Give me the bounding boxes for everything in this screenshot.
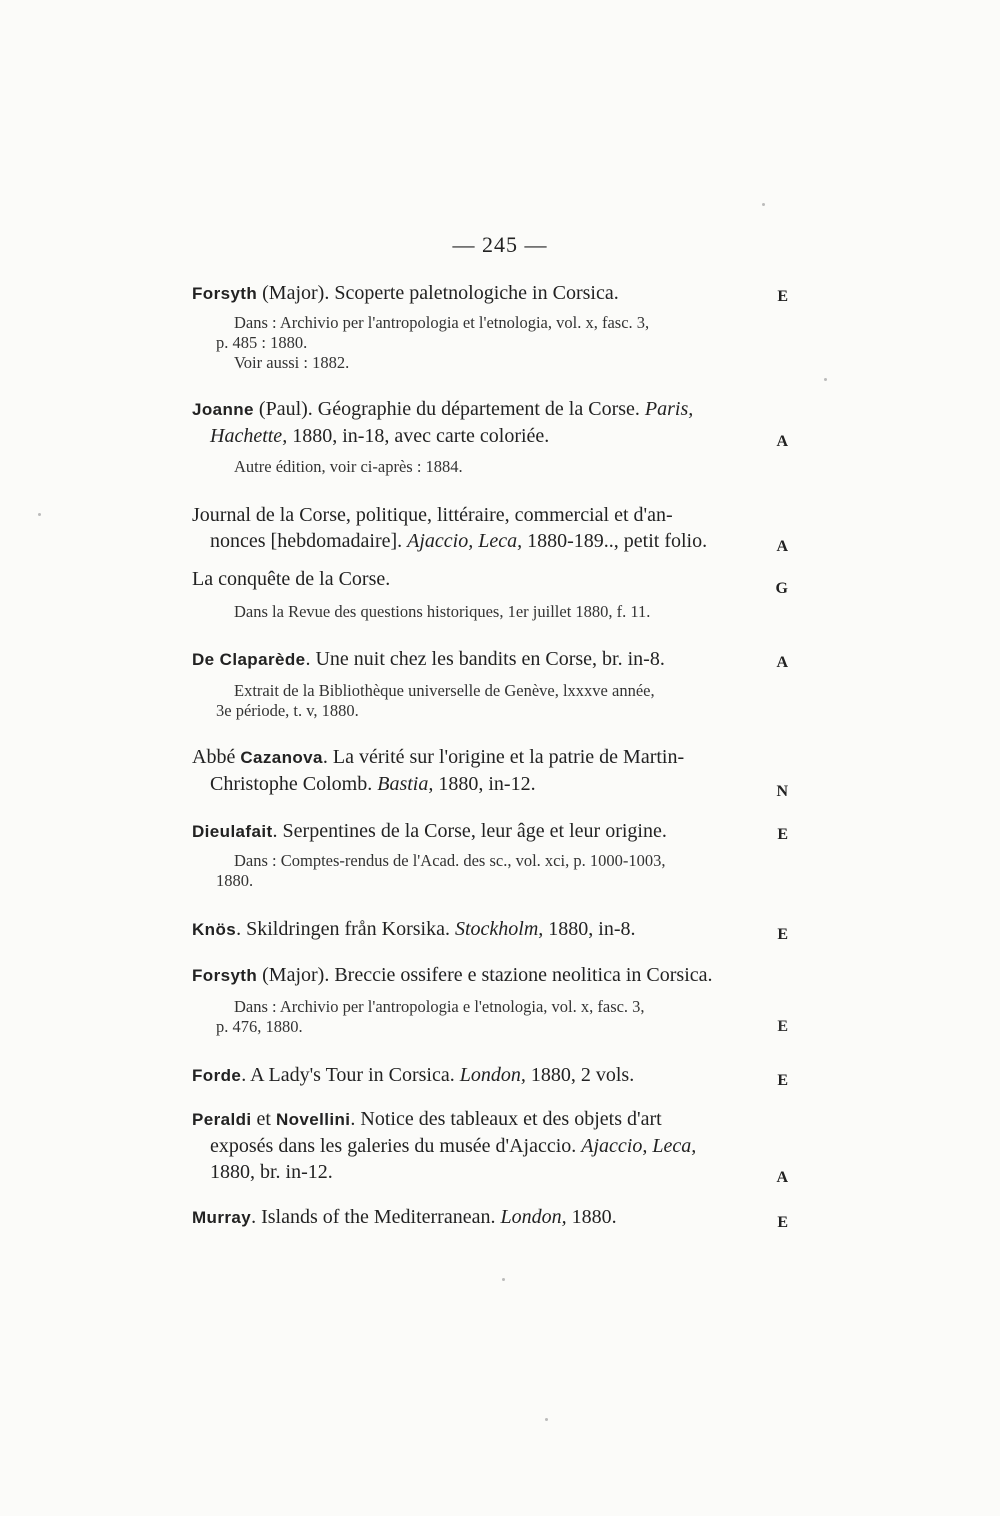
entry-note: p. 476, 1880. bbox=[216, 1017, 303, 1036]
entry-author: Novellini bbox=[275, 1110, 351, 1129]
page-number: — 245 — bbox=[452, 232, 548, 257]
entry-note: p. 485 : 1880. bbox=[216, 333, 308, 352]
entry-author: Murray bbox=[192, 1208, 252, 1227]
paper-speck bbox=[762, 203, 765, 206]
library-mark: A bbox=[776, 654, 788, 671]
entry-note: Dans : Archivio per l'antropologia e l'etnologia, vol. x, fasc. 3, bbox=[234, 997, 645, 1016]
paper-speck bbox=[38, 513, 41, 516]
paper-speck bbox=[545, 1418, 548, 1421]
library-mark: E bbox=[777, 826, 788, 843]
entry-note: Dans : Archivio per l'antropologia et l'etnologia, vol. x, fasc. 3, bbox=[234, 313, 650, 332]
bibliography-entry: Joanne (Paul). Géographie du département de la Corse. Paris, Hachette, 1880, in-18, avec carte coloriée. A Autre édition, voir ci-après : 1884. bbox=[192, 398, 788, 476]
library-mark: E bbox=[777, 926, 788, 943]
entry-author: Forde bbox=[192, 1066, 242, 1085]
entry-note: Dans la Revue des questions historiques, 1er juillet 1880, f. 11. bbox=[234, 602, 651, 621]
paper-speck bbox=[824, 378, 827, 381]
library-mark: E bbox=[777, 1214, 788, 1231]
entry-author: Forsyth bbox=[192, 284, 258, 303]
bibliography-entry: Forde. A Lady's Tour in Corsica. London, 1880, 2 vols. E bbox=[192, 1062, 788, 1089]
entry-note: Voir aussi : 1882. bbox=[234, 353, 350, 372]
bibliography-entry: Peraldi et Novellini. Notice des tableaux et des objets d'art exposés dans les galeries du musée d'Ajaccio. Ajaccio, Leca, 1880, br. in-12. A bbox=[192, 1106, 788, 1185]
bibliography-entry: Forsyth (Major). Breccie ossifere e stazione neolitica in Corsica. Dans : Archivio per l'antropologia e l'etnologia, vol. x, fasc. 3, p. 476, 1880. E bbox=[192, 964, 788, 1036]
library-mark: N bbox=[776, 783, 788, 800]
entry-note: Autre édition, voir ci-après : 1884. bbox=[234, 457, 463, 476]
entry-note: Dans : Comptes-rendus de l'Acad. des sc., vol. xci, p. 1000-1003, bbox=[234, 851, 666, 870]
library-mark: A bbox=[776, 433, 788, 450]
bibliography-entry: De Claparède. Une nuit chez les bandits en Corse, br. in-8. A Extrait de la Bibliothèque universelle de Genève, lxxxve année, 3e période, t. v, 1880. bbox=[192, 648, 788, 720]
entry-author: Peraldi bbox=[192, 1110, 252, 1129]
library-mark: E bbox=[777, 1072, 788, 1089]
library-mark: E bbox=[777, 1018, 788, 1035]
bibliography-entry: Journal de la Corse, politique, littéraire, commercial et d'an- nonces [hebdomadaire]. Ajaccio, Leca, 1880-189.., petit folio. A bbox=[192, 502, 788, 554]
bibliography-entry: La conquête de la Corse. G Dans la Revue des questions historiques, 1er juillet 1880, f. 11. bbox=[192, 568, 788, 621]
entry-author: Joanne bbox=[192, 400, 254, 419]
bibliography-entry: Dieulafait. Serpentines de la Corse, leur âge et leur origine. E Dans : Comptes-rendus de l'Acad. des sc., vol. xci, p. 1000-1003, 1880. bbox=[192, 820, 788, 890]
paper-speck bbox=[502, 1278, 505, 1281]
entry-author: Forsyth bbox=[192, 966, 258, 985]
library-mark: E bbox=[777, 288, 788, 305]
entry-author: De Claparède bbox=[192, 650, 306, 669]
entry-note: 1880. bbox=[216, 871, 254, 890]
bibliography-entry: Knös. Skildringen från Korsika. Stockholm, 1880, in-8. E bbox=[192, 916, 788, 943]
entry-author: Dieulafait bbox=[192, 822, 273, 841]
library-mark: A bbox=[776, 538, 788, 555]
library-mark: A bbox=[776, 1169, 788, 1186]
bibliography-entry: Abbé Cazanova. La vérité sur l'origine et la patrie de Martin- Christophe Colomb. Bastia, 1880, in-12. N bbox=[192, 744, 788, 797]
bibliography-entry: Murray. Islands of the Mediterranean. London, 1880. E bbox=[192, 1204, 788, 1231]
entry-author: Knös bbox=[192, 920, 237, 939]
entry-note: 3e période, t. v, 1880. bbox=[216, 701, 359, 720]
entry-author: Cazanova bbox=[240, 748, 323, 767]
entry-note: Extrait de la Bibliothèque universelle de Genève, lxxxve année, bbox=[234, 681, 655, 700]
bibliography-entry: Forsyth (Major). Scoperte paletnologiche in Corsica. E Dans : Archivio per l'antropologia et l'etnologia, vol. x, fasc. 3, p. 485 : 1880. Voir aussi : 1882. bbox=[192, 282, 788, 372]
library-mark: G bbox=[775, 580, 788, 597]
